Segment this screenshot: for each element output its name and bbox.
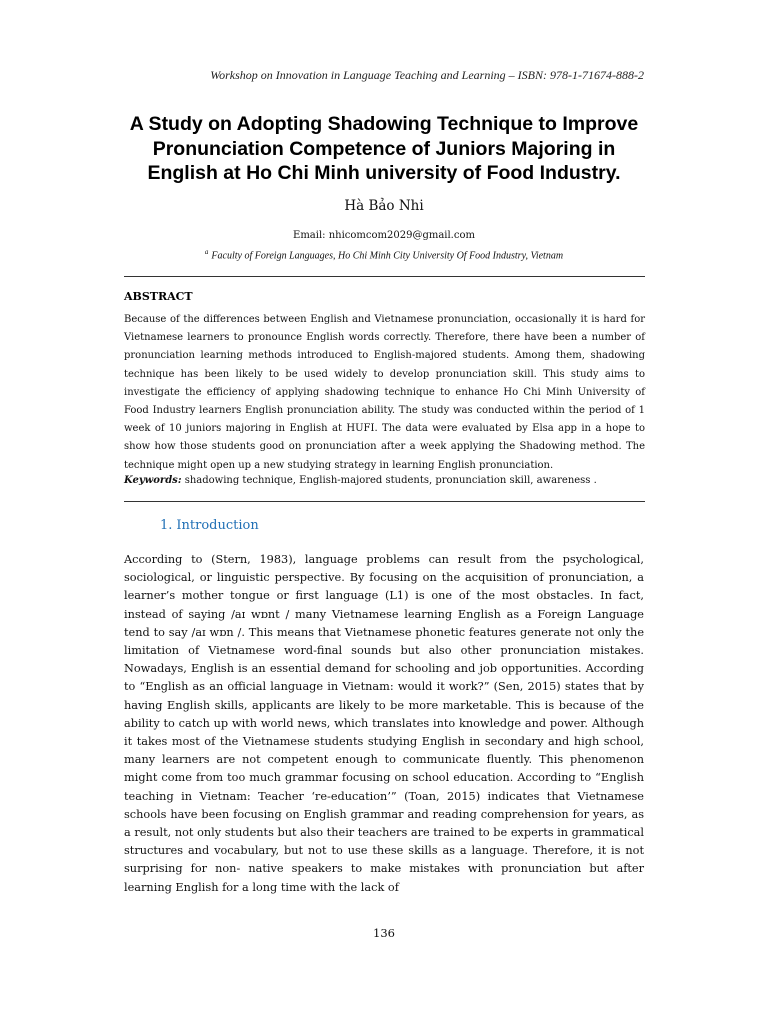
abstract-top-rule <box>124 276 645 277</box>
title-line-1: A Study on Adopting Shadowing Technique to Improve <box>129 113 639 135</box>
abstract-bottom-rule <box>124 501 645 502</box>
author-affiliation <box>0 248 768 261</box>
abstract-heading: ABSTRACT <box>124 290 193 303</box>
author-name: Hà Bảo Nhi <box>344 198 424 214</box>
affiliation-mark: a <box>204 248 209 256</box>
keywords-text: shadowing technique, English-majored students, pronunciation skill, awareness . <box>181 475 597 486</box>
keywords-label: Keywords: <box>124 475 182 486</box>
section-heading-introduction <box>160 518 263 533</box>
section-title: Introduction <box>176 518 259 533</box>
title-line-2: Pronunciation Competence of Juniors Majoring in <box>152 137 616 160</box>
section-number: 1. <box>160 518 173 533</box>
page-number: 136 <box>373 926 395 940</box>
author-email: Email: nhicomcom2029@gmail.com <box>293 230 475 241</box>
paper-title <box>84 112 684 186</box>
affiliation-text: Faculty of Foreign Languages, Ho Chi Minh City University Of Food Industry, Vietnam <box>211 250 564 262</box>
keywords <box>124 475 645 486</box>
abstract-text: Because of the differences between English and Vietnamese pronunciation, occasionally it is hard for Vietnamese learners to pronounce English words correctly. Therefore, there have been a number of pronunciation learning methods introduced to English-majored students. Among them, shadowing technique has been likely to be used widely to develop pronunciation skill. This study aims to investigate the efficiency of applying shadowing technique to enhance Ho Chi Minh University of Food Industry learners English pronunciation ability. The study was conducted within the period of 1 week of 10 juniors majoring in English at HUFI. The data were evaluated by Elsa app in a hope to show how those students good on pronunciation after a week applying the Shadowing method. The technique might open up a new studying strategy in learning English pronunciation. <box>124 314 645 471</box>
title-line-3: English at Ho Chi Minh university of Food Industry. <box>147 162 621 184</box>
introduction-paragraph: According to (Stern, 1983), language problems can result from the psychological, sociological, or linguistic perspective. By focusing on the acquisition of pronunciation, a learner’s mother tongue or first language (L1) is one of the most obstacles. In fact, instead of saying /aɪ wɒnt / many Vietnamese learning English as a Foreign Language tend to say /aɪ wɒn /. This means that Vietnamese phonetic features generate not only the limitation of Vietnamese word-final sounds but also other pronunciation mistakes. Nowadays, English is an essential demand for schooling and job opportunities. According to “English as an official language in Vietnam: would it work?” (Sen, 2015) states that by having English skills, applicants are likely to be more marketable. This is because of the ability to catch up with world news, which translates into knowledge and power. Although it takes most of the Vietnamese students studying English in secondary and high school, many learners are not competent enough to communicate fluently. This phenomenon might come from too much grammar focusing on school education. According to “English teaching in Vietnam: Teacher ‘re-education’” (Toan, 2015) indicates that Vietnamese schools have been focusing on English grammar and reading comprehension for years, as a result, not only students but also their teachers are trained to be experts in grammatical structures and vocabulary, but not to use these skills as a language. Therefore, it is not surprising for non- native speakers to make mistakes with pronunciation but after learning English for a long time with the lack of <box>124 553 644 894</box>
running-head: Workshop on Innovation in Language Teaching and Learning – ISBN: 978-1-71674-888-2 <box>210 68 644 82</box>
